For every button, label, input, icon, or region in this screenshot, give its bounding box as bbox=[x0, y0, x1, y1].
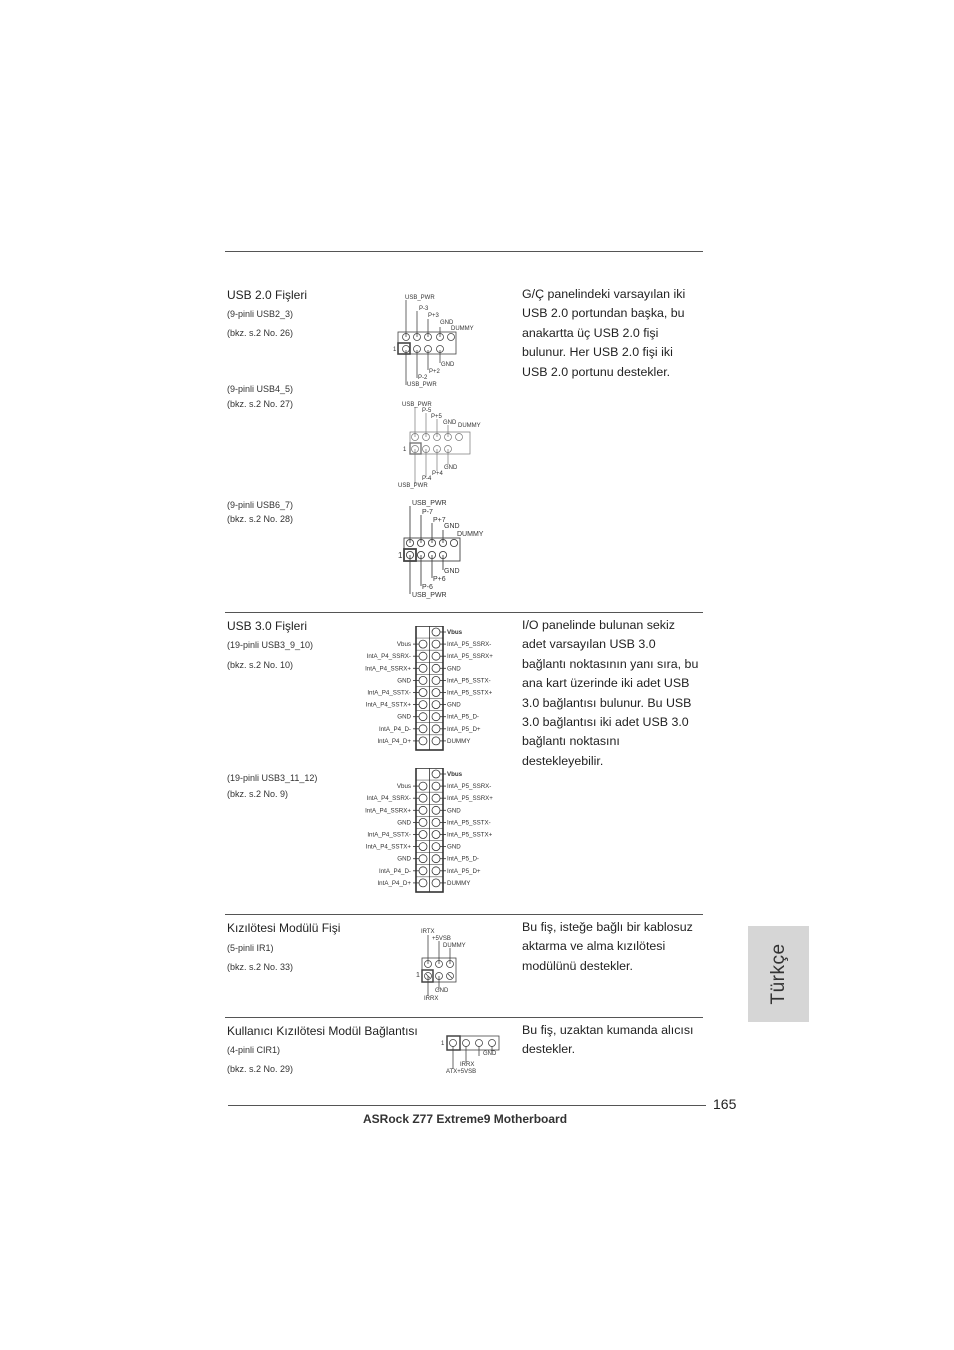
usb3-pin-label: Vbus bbox=[396, 783, 411, 791]
ir-ref1: (bkz. s.2 No. 33) bbox=[227, 962, 294, 972]
ir-sub1: (5-pinli IR1) bbox=[227, 943, 274, 953]
usb3-pin-label: IntA_P5_D+ bbox=[447, 867, 481, 875]
language-tab-label: Türkçe bbox=[767, 943, 789, 1005]
usb3-pin-label: IntA_P4_SSRX+ bbox=[365, 665, 411, 673]
usb3-pin-label: IntA_P5_SSTX+ bbox=[447, 689, 493, 697]
usb3-pin-label: IntA_P4_SSTX- bbox=[367, 689, 411, 697]
svg-text:1: 1 bbox=[393, 347, 397, 353]
svg-text:P+5: P+5 bbox=[431, 414, 442, 420]
svg-text:IRRX: IRRX bbox=[424, 996, 439, 1002]
usb30-ref2: (bkz. s.2 No. 9) bbox=[227, 789, 289, 799]
usb3-pin-label: GND bbox=[397, 713, 411, 721]
svg-text:1: 1 bbox=[416, 972, 420, 979]
usb30-sub2: (19-pinli USB3_11_12) bbox=[227, 773, 318, 783]
usb20-title: USB 2.0 Fişleri bbox=[227, 288, 308, 302]
svg-text:DUMMY: DUMMY bbox=[451, 326, 474, 332]
usb3-pin-label: GND bbox=[447, 701, 461, 709]
usb3-pin-label: GND bbox=[397, 819, 411, 827]
svg-text:GND: GND bbox=[483, 1051, 497, 1057]
svg-text:DUMMY: DUMMY bbox=[457, 531, 484, 538]
svg-text:1: 1 bbox=[398, 551, 403, 560]
usb3-pin-label: Vbus bbox=[447, 771, 463, 778]
usb3-pin-label: GND bbox=[397, 677, 411, 685]
usb3-pin-label: IntA_P4_D- bbox=[379, 867, 411, 875]
usb3-pin-label: IntA_P4_SSRX- bbox=[366, 795, 411, 803]
svg-text:USB_PWR: USB_PWR bbox=[398, 483, 428, 489]
usb3-pin-label: GND bbox=[447, 665, 461, 673]
svg-text:ATX+5VSB: ATX+5VSB bbox=[446, 1069, 477, 1075]
svg-text:P-2: P-2 bbox=[418, 375, 428, 381]
usb3-pin-label: IntA_P5_SSTX- bbox=[447, 819, 491, 827]
top-rule bbox=[225, 251, 703, 252]
usb3-pin-label: Vbus bbox=[447, 629, 463, 636]
cir-title: Kullanıcı Kızılötesi Modül Bağlantısı bbox=[227, 1024, 418, 1038]
usb3-pin-label: IntA_P4_D- bbox=[379, 725, 411, 733]
usb3-pin-label: IntA_P5_SSTX+ bbox=[447, 831, 493, 839]
usb20-ref3: (bkz. s.2 No. 28) bbox=[227, 514, 294, 524]
section-rule bbox=[225, 914, 703, 915]
svg-text:P+6: P+6 bbox=[433, 576, 446, 583]
svg-text:GND: GND bbox=[440, 320, 454, 326]
usb3-pin-label: Vbus bbox=[396, 641, 411, 649]
svg-text:P-5: P-5 bbox=[422, 408, 432, 414]
usb20-sub1: (9-pinli USB2_3) bbox=[227, 309, 294, 319]
usb3-pin-label: IntA_P4_SSTX- bbox=[367, 831, 411, 839]
svg-text:IRRX: IRRX bbox=[460, 1062, 475, 1068]
usb3-pin-label: GND bbox=[447, 843, 461, 851]
usb3-pin-label: IntA_P4_SSRX+ bbox=[365, 807, 411, 815]
svg-text:1: 1 bbox=[441, 1041, 445, 1047]
usb3-pin-label: IntA_P4_SSTX+ bbox=[365, 843, 411, 851]
usb2-header-diagram-1 bbox=[390, 290, 490, 390]
usb30-title: USB 3.0 Fişleri bbox=[227, 619, 308, 633]
usb20-ref2: (bkz. s.2 No. 27) bbox=[227, 399, 294, 409]
svg-text:USB_PWR: USB_PWR bbox=[407, 382, 437, 388]
svg-text:P+2: P+2 bbox=[429, 369, 440, 375]
usb2-header-diagram-3 bbox=[398, 497, 488, 600]
svg-text:GND: GND bbox=[444, 523, 460, 530]
svg-text:P+3: P+3 bbox=[428, 313, 439, 319]
svg-text:P+7: P+7 bbox=[433, 517, 446, 524]
svg-text:P-3: P-3 bbox=[419, 306, 429, 312]
language-tab bbox=[748, 926, 809, 1022]
usb20-description: G/Ç panelindeki varsayılan iki USB 2.0 portundan başka, bu anakartta üç USB 2.0 fişi bulunur. Her USB 2.0 fişi iki USB 2.0 portunu destekler. bbox=[522, 287, 686, 379]
cir-sub1: (4-pinli CIR1) bbox=[227, 1045, 281, 1055]
svg-text:GND: GND bbox=[444, 568, 460, 575]
usb3-header-diagram-1 bbox=[350, 626, 510, 752]
svg-text:USB_PWR: USB_PWR bbox=[402, 402, 432, 408]
ir-header-diagram bbox=[412, 925, 492, 1005]
cir-ref1: (bkz. s.2 No. 29) bbox=[227, 1064, 294, 1074]
usb3-pin-label: IntA_P5_SSRX+ bbox=[447, 653, 493, 661]
svg-text:P-7: P-7 bbox=[422, 509, 433, 516]
usb20-sub2: (9-pinli USB4_5) bbox=[227, 384, 294, 394]
usb3-pin-label: IntA_P5_SSRX- bbox=[447, 783, 492, 791]
svg-text:P-4: P-4 bbox=[422, 476, 432, 482]
usb3-pin-label: IntA_P4_D+ bbox=[377, 879, 411, 887]
svg-text:GND: GND bbox=[444, 465, 458, 471]
usb3-pin-label: DUMMY bbox=[447, 737, 471, 745]
svg-text:USB_PWR: USB_PWR bbox=[412, 592, 447, 599]
usb3-pin-label: IntA_P4_SSTX+ bbox=[365, 701, 411, 709]
usb20-ref1: (bkz. s.2 No. 26) bbox=[227, 328, 294, 338]
usb20-sub3: (9-pinli USB6_7) bbox=[227, 500, 294, 510]
section-rule bbox=[225, 612, 703, 613]
svg-text:USB_PWR: USB_PWR bbox=[412, 500, 447, 507]
ir-title: Kızılötesi Modülü Fişi bbox=[227, 921, 341, 935]
svg-text:DUMMY: DUMMY bbox=[458, 423, 481, 429]
footer-rule bbox=[228, 1105, 706, 1106]
page-number: 165 bbox=[713, 1096, 737, 1112]
cir-description: Bu fiş, uzaktan kumanda alıcısı destekler. bbox=[522, 1023, 694, 1057]
usb3-pin-label: GND bbox=[447, 807, 461, 815]
svg-text:GND: GND bbox=[435, 988, 449, 994]
svg-text:P-6: P-6 bbox=[422, 584, 433, 591]
usb3-pin-label: IntA_P5_SSTX- bbox=[447, 677, 491, 685]
usb3-pin-label: IntA_P5_SSRX- bbox=[447, 641, 492, 649]
usb3-pin-label: IntA_P5_D+ bbox=[447, 725, 481, 733]
usb3-header-diagram-2 bbox=[350, 768, 510, 894]
usb3-pin-label: IntA_P5_SSRX+ bbox=[447, 795, 493, 803]
usb3-pin-label: DUMMY bbox=[447, 879, 471, 887]
usb3-pin-label: IntA_P4_D+ bbox=[377, 737, 411, 745]
svg-text:GND: GND bbox=[443, 420, 457, 426]
svg-text:GND: GND bbox=[441, 362, 455, 368]
usb30-ref1: (bkz. s.2 No. 10) bbox=[227, 660, 294, 670]
footer-title: ASRock Z77 Extreme9 Motherboard bbox=[363, 1112, 568, 1126]
ir-description: Bu fiş, isteğe bağlı bir kablosuz aktarma ve alma kızılötesi modülünü destekler. bbox=[522, 920, 693, 973]
svg-text:DUMMY: DUMMY bbox=[443, 943, 466, 949]
usb3-pin-label: IntA_P4_SSRX- bbox=[366, 653, 411, 661]
svg-text:1: 1 bbox=[403, 447, 407, 453]
usb3-pin-label: IntA_P5_D- bbox=[447, 713, 479, 721]
section-rule bbox=[225, 1017, 703, 1018]
usb2-header-diagram-2 bbox=[398, 398, 488, 490]
svg-text:+5VSB: +5VSB bbox=[432, 936, 451, 942]
usb30-sub1: (19-pinli USB3_9_10) bbox=[227, 640, 314, 650]
usb2-label: USB_PWR bbox=[405, 295, 435, 301]
usb30-description: I/O panelinde bulunan sekiz adet varsayılan USB 3.0 bağlantı noktasının yanı sıra, bu ana kart üzerinde iki adet USB 3.0 bağlantısı bulunur. Bu USB 3.0 bağlantısı iki adet USB 3.0 bağlantı noktasını destekleyebilir. bbox=[522, 618, 699, 768]
cir-header-diagram bbox=[440, 1033, 504, 1077]
svg-text:P+4: P+4 bbox=[432, 471, 443, 477]
usb3-pin-label: GND bbox=[397, 855, 411, 863]
svg-text:IRTX: IRTX bbox=[421, 929, 435, 935]
usb3-pin-label: IntA_P5_D- bbox=[447, 855, 479, 863]
